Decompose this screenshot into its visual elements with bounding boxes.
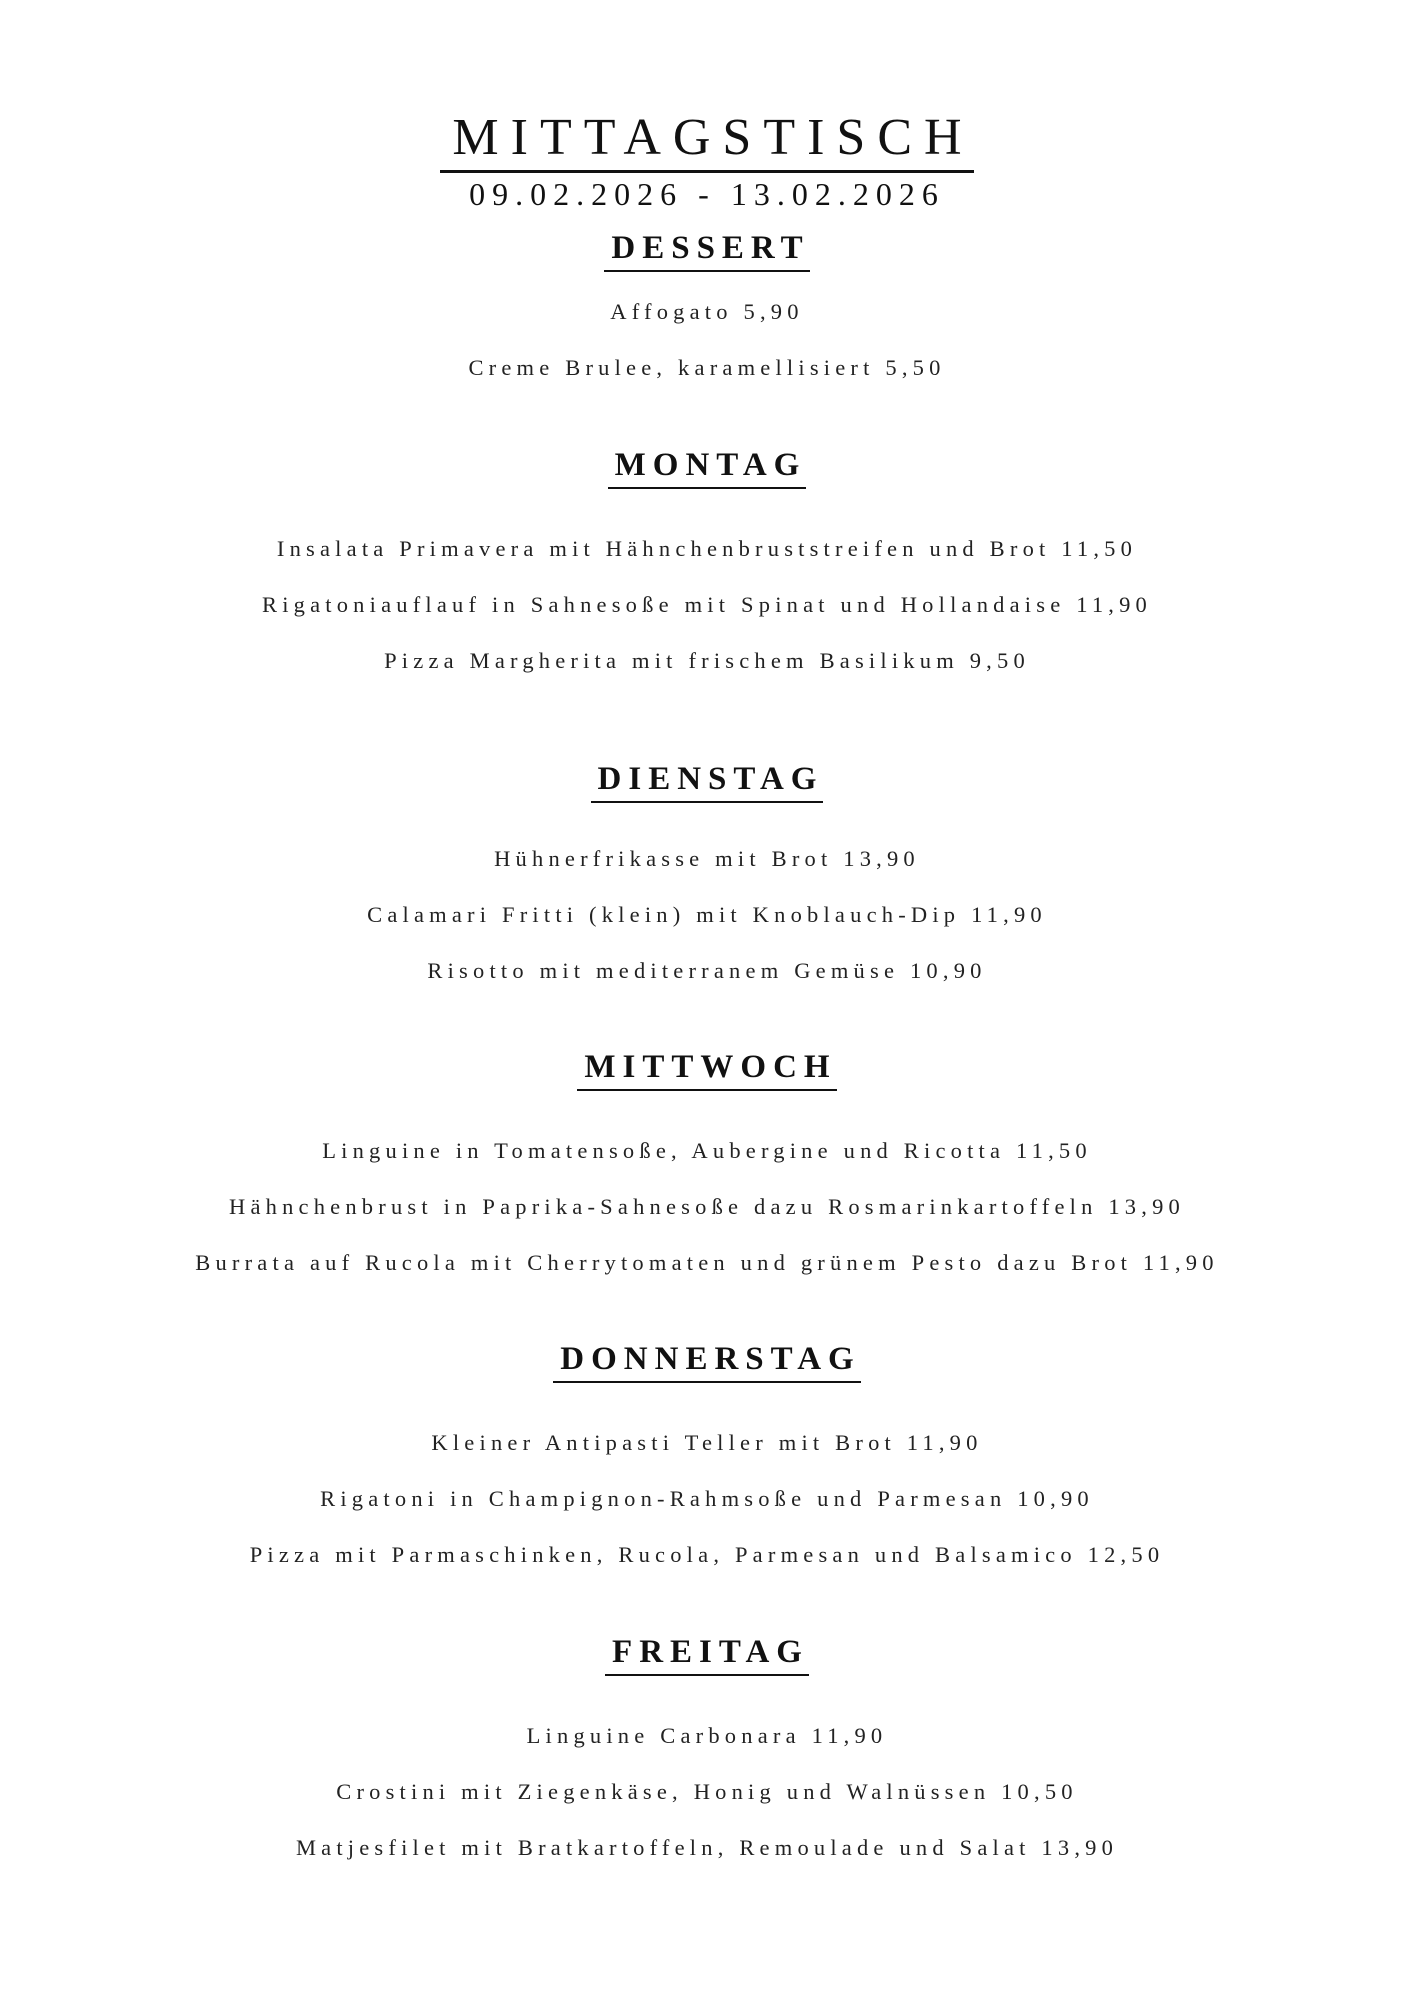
section-heading [0, 1339, 1414, 1383]
section-donnerstag [0, 1339, 1414, 1583]
dish-item: Rigatoni in Champignon-Rahmsoße und Parmesan 10,90 [320, 1486, 1094, 1511]
page-title-text: MITTAGSTISCH [440, 108, 973, 173]
dish-item: Pizza Margherita mit frischem Basilikum 9,50 [384, 648, 1030, 673]
section-heading-text: MONTAG [608, 445, 807, 489]
dish-item: Matjesfilet mit Bratkartoffeln, Remoulade und Salat 13,90 [295, 1835, 1119, 1860]
dish-item: Risotto mit mediterranem Gemüse 10,90 [427, 958, 987, 983]
section-heading-text: DESSERT [604, 228, 809, 272]
page-title [0, 108, 1414, 173]
section-dienstag [0, 759, 1414, 999]
dish-item: Affogato 5,90 [610, 299, 804, 324]
dish-item: Creme Brulee, karamellisiert 5,50 [468, 355, 946, 380]
date-range: 09.02.2026 - 13.02.2026 [469, 176, 945, 212]
section-heading-text: MITTWOCH [577, 1047, 836, 1091]
dish-list [0, 521, 1414, 689]
section-heading [0, 1047, 1414, 1091]
section-mittwoch [0, 1047, 1414, 1291]
dish-item: Crostini mit Ziegenkäse, Honig und Walnüssen 10,50 [336, 1779, 1078, 1804]
dish-item: Kleiner Antipasti Teller mit Brot 11,90 [431, 1430, 983, 1455]
dish-item: Burrata auf Rucola mit Cherrytomaten und grünem Pesto dazu Brot 11,90 [195, 1250, 1219, 1275]
dish-list [0, 1708, 1414, 1876]
section-dessert [0, 228, 1414, 396]
dish-item: Linguine Carbonara 11,90 [526, 1723, 888, 1748]
dish-item: Pizza mit Parmaschinken, Rucola, Parmesan und Balsamico 12,50 [249, 1542, 1165, 1567]
dish-list [0, 1415, 1414, 1583]
dish-list [0, 831, 1414, 999]
dish-item: Hühnerfrikasse mit Brot 13,90 [494, 846, 920, 871]
section-heading-text: DIENSTAG [591, 759, 824, 803]
dish-item: Linguine in Tomatensoße, Aubergine und Ricotta 11,50 [322, 1138, 1092, 1163]
section-heading-text: DONNERSTAG [553, 1339, 860, 1383]
section-heading [0, 1632, 1414, 1676]
section-heading [0, 228, 1414, 272]
dish-list [0, 284, 1414, 396]
section-heading [0, 445, 1414, 489]
dish-list [0, 1123, 1414, 1291]
dish-item: Hähnchenbrust in Paprika-Sahnesoße dazu Rosmarinkartoffeln 13,90 [229, 1194, 1185, 1219]
section-heading-text: FREITAG [605, 1632, 809, 1676]
section-montag [0, 445, 1414, 689]
dish-item: Insalata Primavera mit Hähnchenbruststreifen und Brot 11,50 [276, 536, 1138, 561]
section-heading [0, 759, 1414, 803]
dish-item: Calamari Fritti (klein) mit Knoblauch-Dip 11,90 [367, 902, 1047, 927]
dish-item: Rigatoniauflauf in Sahnesoße mit Spinat und Hollandaise 11,90 [261, 592, 1153, 617]
section-freitag [0, 1632, 1414, 1876]
